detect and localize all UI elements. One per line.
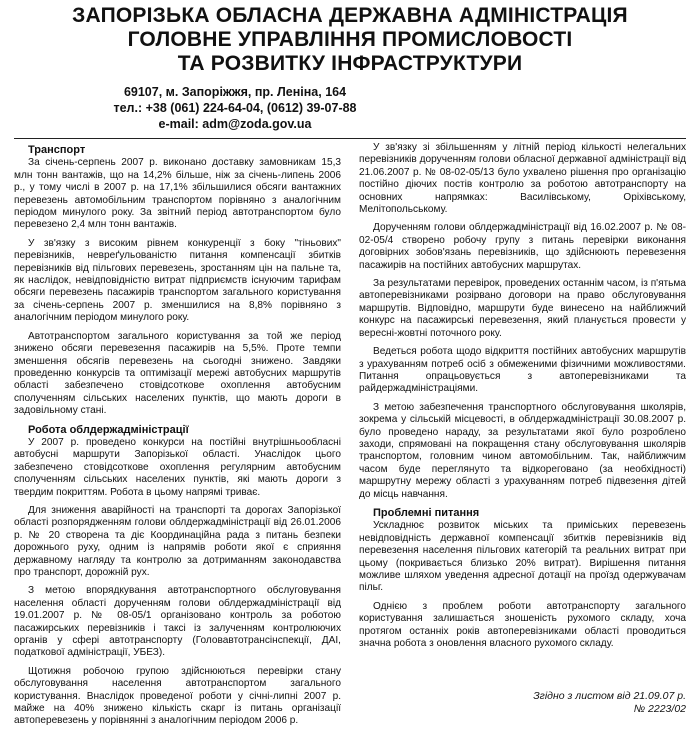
- email: e-mail: adm@zoda.gov.ua: [158, 117, 312, 131]
- paragraph: Щотижня робочою групою здійснюються перевірки стану обслуговування населення автотранспортом загального користування. Внаслідок проведеної роботи у січні-липні 2007 р. майже на 40% знижено кількість скарг із питань організації автоперевезень у порівнянні з аналогічним періодом 2006 р.: [14, 665, 341, 727]
- org-title-line1: ЗАПОРІЗЬКА ОБЛАСНА ДЕРЖАВНА АДМІНІСТРАЦІЯ: [72, 4, 628, 27]
- paragraph: У зв'язку з високим рівнем конкуренції з боку "тіньових" перевізників, невреґульованістю питання компенсації збитків перевізників від пільгових перевезень, зростанням цін на пальне та, як наслідок, невідповідністю витрат підприємств існуючим тарифам обсяги перевезень пасажирів транспортом загального користування за січень-серпень 2007 р. зменшилися на 8,8% порівняно з аналогічним періодом минулого року.: [14, 237, 341, 324]
- paragraph: Автотранспортом загального користування за той же період знижено обсяги перевезення пасажирів на 5,5%. Проте темпи зменшення обсягів перевезень на сьогодні знижено. Завдяки проведенню конкурсів та оптимізації мережі автобусних маршрутів області забезпечено стовідсоткове охоплення автобусним сполученням сільських населених пунктів, що мають дороги в задовільному стані.: [14, 330, 341, 417]
- heading-problems: Проблемні питання: [373, 506, 480, 519]
- signoff-reference: Згідно з листом від 21.09.07 р.: [533, 690, 686, 703]
- signoff: [359, 690, 686, 716]
- body-columns: [14, 142, 686, 734]
- letterhead: [14, 0, 686, 132]
- paragraph: З метою забезпечення транспортного обслуговування школярів, зокрема у сільській місцевості, в облдержадміністрації 30.08.2007 р. було проведено нараду, за результатами якої було розроблено заходи, спрямовані на покращення стану обслуговування школярів транспортом, головним чином автомобільним. Так, найближчим часом буде переглянуто та відкореговано (за необхідності) маршрутну мережу області з урахуванням потреб підвезення дітей до місць навчання.: [359, 401, 686, 500]
- right-column: [359, 142, 686, 734]
- phone: тел.: +38 (061) 224-64-04, (0612) 39-07-88: [113, 101, 357, 115]
- paragraph: З метою впорядкування автотранспортного обслуговування населення області дорученням голови облдержадміністрації від 19.01.2007 р. № 08-05/1 організовано контроль за роботою пасажирських перевізників і таксі із залученням контролюючих органів у сфері автотранспорту (Головавтотрансінспекції, ДАІ, податкової адміністрації, УБЕЗ).: [14, 585, 341, 659]
- paragraph: Однією з проблем роботи автотранспорту загального користування залишається зношеність рухомого складу, хоча протягом останніх років автоперевізниками області проводиться значна робота з оновлення власного рухомого складу.: [359, 600, 686, 650]
- paragraph: За січень-серпень 2007 р. виконано доставку замовникам 15,3 млн тонн вантажів, що на 14,2% більше, ніж за січень-липень 2006 р., у тому числі в 2007 р. на 17,1% збільшилися обсяги вантажних перевезень автомобільним транспортом порівняно з аналогічним періодом минулого року. За звітний період автотранспортом було перевезено 2,4 млн тонн вантажів.: [14, 157, 341, 231]
- paragraph: Дорученням голови облдержадміністрації від 16.02.2007 р. № 08-02-05/4 створено робочу групу з питань перевірки виконання договірних зобов'язань перевізників, що здійснюють перевезення пасажирів на постійних автобусних маршрутах.: [359, 222, 686, 271]
- signoff-number: № 2223/02: [633, 703, 686, 716]
- org-title-line2: ГОЛОВНЕ УПРАВЛІННЯ ПРОМИСЛОВОСТІ: [127, 28, 573, 51]
- header-divider: [14, 138, 686, 139]
- paragraph: У зв'язку зі збільшенням у літній період кількості нелегальних перевізників дорученням голови обласної державної адміністрації від 21.06.2007 р. № 08-02-05/13 було ухвалено рішення про організацію постійно діючих постів контролю за роботою автотранспорту на основних напрямках: Василівському, Оріхівському, Мелітопольському.: [359, 142, 686, 216]
- heading-administration-work: Робота облдержадміністрації: [28, 423, 189, 436]
- paragraph: У 2007 р. проведено конкурси на постійні внутрішньообласні автобусні маршрути Запорізької області. Унаслідок цього забезпечено стовідсоткове охоплення регулярним автобусним сполученням сільських населених пунктів, які мають дороги з твердим покриттям. Робота в цьому напрямі триває.: [14, 436, 341, 498]
- org-title-line3: ТА РОЗВИТКУ ІНФРАСТРУКТУРИ: [177, 52, 523, 75]
- paragraph: Для зниження аварійності на транспорті та дорогах Запорізької області розпорядженням голови облдержадміністрації від 26.01.2006 р. № 20 створена та діє Координаційна рада з питань безпеки дорожнього руху, одним із напрямів роботи якої є сприяння державному нагляду та контролю за дотриманням законодавства про транспорт, дорожній рух.: [14, 504, 341, 578]
- contact-block: [14, 84, 686, 132]
- paragraph: Ускладнює розвиток міських та приміських перевезень невідповідність державної компенсації збитків перевізників від перевезення населення пільгових категорій та реальних витрат при цьому (покривається близько 20% витрат). Вирішення питання можливе шляхом уведення адресної дотації на проїзд одержувачам пільг.: [359, 520, 686, 594]
- address: 69107, м. Запоріжжя, пр. Леніна, 164: [123, 85, 347, 99]
- left-column: [14, 142, 341, 734]
- paragraph: Ведеться робота щодо відкриття постійних автобусних маршрутів з урахуванням потреб осіб з обмеженими фізичними можливостями. Питання опрацьовується з автоперевізниками та райдержадміністраціями.: [359, 346, 686, 395]
- heading-transport: Транспорт: [28, 144, 86, 156]
- paragraph: За результатами перевірок, проведених останнім часом, із п'ятьма автоперевізниками розірвано договори на право обслуговування маршрутів. Відповідно, маршрути буде винесено на найближчий конкурс на пасажирські перевезення, який планується провести у вересні-жовтні поточного року.: [359, 278, 686, 339]
